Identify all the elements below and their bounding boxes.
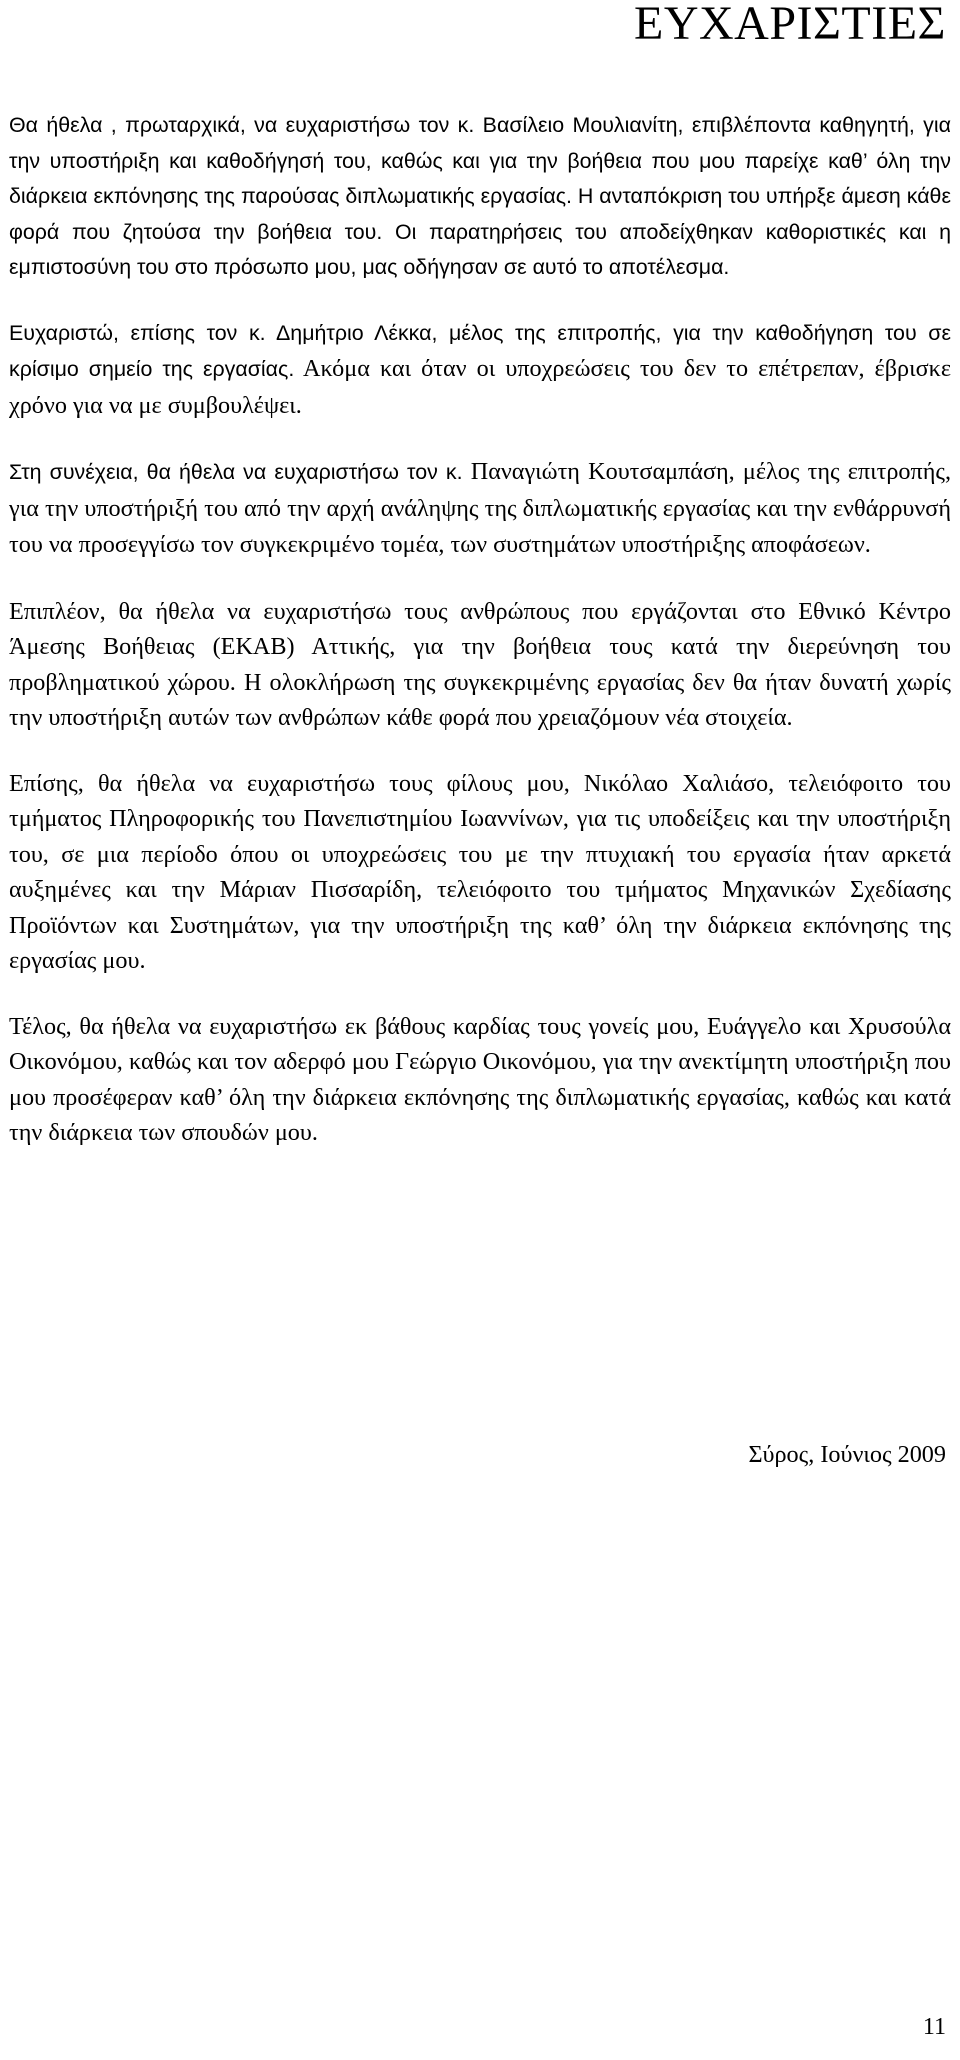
paragraph-family-thanks: Τέλος, θα ήθελα να ευχαριστήσω εκ βάθους καρδίας τους γονείς μου, Ευάγγελο και Χρυσούλα Οικονόμου, καθώς και τον αδερφό μου Γεώργιο Οικονόμου, για την ανεκτίμητη υποστήριξη που μου προσέφεραν καθ’ όλη την διάρκεια εκπόνησης της διπλωματικής εργασίας, καθώς και κατά την διάρκεια των σπουδών μου. xyxy=(9,1012,951,1146)
paragraph-second-committee-member-thanks-part2: Παναγιώτη Κουτσαμπάση, μέλος της επιτροπής, για την υποστήριξή του από την αρχή ανάληψης της διπλωματικής εργασίας και την ενθάρρυνσή του να προσεγγίσω τον συγκεκριμένο τομέα, των συστημάτων υποστήριξης αποφάσεων. xyxy=(9,458,951,558)
paragraph-committee-member-thanks-part1: Ευχαριστώ, επίσης τον κ. Δημήτριο Λέκκα, μέλος της επιτροπής, για την καθοδήγηση του σε κρίσιμο σημείο της εργασίας. xyxy=(9,320,951,381)
paragraph-second-committee-member-thanks-part1: Στη συνέχεια, θα ήθελα να ευχαριστήσω τον κ. xyxy=(9,460,463,484)
paragraph-friends-thanks: Επίσης, θα ήθελα να ευχαριστήσω τους φίλους μου, Νικόλαο Χαλιάσο, τελειόφοιτο του τμήματος Πληροφορικής του Πανεπιστημίου Ιωαννίνων, για τις υποδείξεις και την υποστήριξη του, σε μια περίοδο όπου οι υποχρεώσεις του με την πτυχιακή του εργασία ήταν αρκετά αυξημένες και την Μάριαν Πισσαρίδη, τελειόφοιτο του τμήματος Μηχανικών Σχεδίασης Προϊόντων και Συστημάτων, για την υποστήριξη της καθ’ όλη την διάρκεια εκπόνησης της εργασίας μου. xyxy=(9,769,951,974)
paragraph-supervisor-thanks: Θα ήθελα , πρωταρχικά, να ευχαριστήσω τον κ. Βασίλειο Μουλιανίτη, επιβλέποντα καθηγητή, για την υποστήριξη και καθοδήγησή του, καθώς και για την βοήθεια που μου παρείχε καθ’ όλη την διάρκεια εκπόνησης της παρούσας διπλωματικής εργασίας. Η ανταπόκριση του υπήρξε άμεση κάθε φορά που ζητούσα την βοήθεια του. Οι παρατηρήσεις του αποδείχθηκαν καθοριστικές και η εμπιστοσύνη του στο πρόσωπο μου, μας οδήγησαν σε αυτό το αποτέλεσμα. xyxy=(9,113,951,279)
paragraph-committee-member-thanks xyxy=(9,316,951,425)
paragraph-second-committee-member-thanks xyxy=(9,454,951,564)
acknowledgements-body xyxy=(9,108,951,1181)
paragraph-committee-member-thanks-part2: Ακόμα και όταν οι υποχρεώσεις του δεν το επέτρεπαν, έβρισκε χρόνο για να με συμβουλέψει. xyxy=(9,355,951,419)
place-date-signature: Σύρος, Ιούνιος 2009 xyxy=(748,1441,946,1468)
page-number: 11 xyxy=(922,2014,946,2040)
paragraph-ekab-thanks: Επιπλέον, θα ήθελα να ευχαριστήσω τους ανθρώπους που εργάζονται στο Εθνικό Κέντρο Άμεσης Βοήθειας (ΕΚΑΒ) Αττικής, για την βοήθεια τους κατά την διερεύνηση του προβληματικού χώρου. Η ολοκλήρωση της συγκεκριμένης εργασίας δεν θα ήταν δυνατή χωρίς την υποστήριξη αυτών των ανθρώπων κάθε φορά που χρειαζόμουν νέα στοιχεία. xyxy=(9,597,951,731)
page-title: ΕΥΧΑΡΙΣΤΙΕΣ xyxy=(634,0,946,50)
